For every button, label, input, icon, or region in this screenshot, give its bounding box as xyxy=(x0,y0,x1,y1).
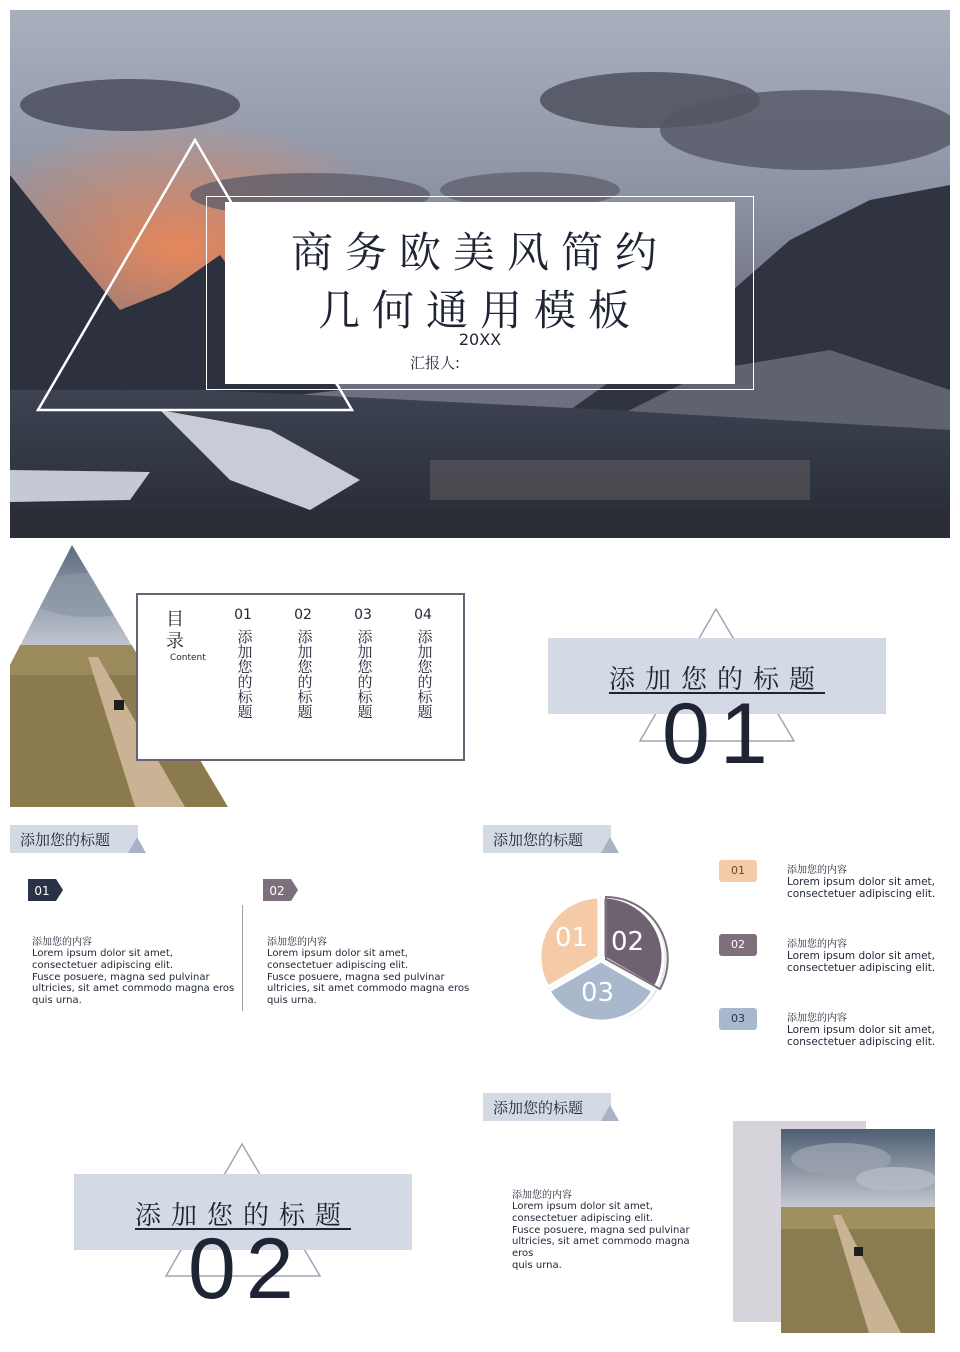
toc-item[interactable] xyxy=(293,607,313,719)
point-line: consectetuer adipiscing elit. xyxy=(267,959,409,971)
photo-line: quis urna. xyxy=(512,1259,562,1271)
point-heading: 添加您的内容 xyxy=(32,937,92,948)
slide-title-tag: 添加您的标题 xyxy=(10,825,138,853)
point-line: ultricies, sit amet commodo magna eros xyxy=(32,983,235,995)
toc-label-cn-2: 录 xyxy=(166,631,184,652)
point-badge: 02 xyxy=(269,884,285,898)
toc-item-text: 添加您的标题 xyxy=(235,629,254,719)
slide-title-tag: 添加您的标题 xyxy=(483,1093,611,1121)
pie-label: 03 xyxy=(581,978,615,1008)
section-02-slide xyxy=(10,1080,470,1342)
cover-slide xyxy=(10,10,950,538)
legend-line: consectetuer adipiscing elit. xyxy=(787,888,936,900)
toc-item[interactable] xyxy=(413,607,433,719)
section-02-title: 添加您的标题 xyxy=(134,1201,351,1231)
point-line: Lorem ipsum dolor sit amet, xyxy=(32,948,173,959)
toc-item-number: 03 xyxy=(354,607,372,623)
slide-title-tag: 添加您的标题 xyxy=(483,825,611,853)
legend-heading: 添加您的内容 xyxy=(787,865,847,876)
photo-text-block xyxy=(512,1186,712,1272)
cover-year: 20XX xyxy=(458,330,502,349)
legend-text-block xyxy=(787,861,947,900)
section-01-number: 01 xyxy=(662,686,778,782)
two-points-slide xyxy=(10,815,470,1055)
point-text-block xyxy=(267,933,472,1007)
toc-label-en: Content xyxy=(170,653,206,663)
toc-frame xyxy=(136,593,465,761)
cover-title-line1: 商务欧美风简约 xyxy=(290,228,669,277)
toc-item[interactable] xyxy=(233,607,253,719)
toc-label-cn-1: 目 xyxy=(166,609,184,630)
point-line: consectetuer adipiscing elit. xyxy=(32,959,174,971)
legend-line: Lorem ipsum dolor sit amet, xyxy=(787,1024,935,1036)
point-line: Fusce posuere, magna sed pulvinar xyxy=(267,971,445,983)
photo-slide xyxy=(483,1080,950,1342)
toc-item-text: 添加您的标题 xyxy=(295,629,314,719)
point-line: Lorem ipsum dolor sit amet, xyxy=(267,948,408,959)
section-01-title: 添加您的标题 xyxy=(608,665,825,695)
photo-line: Lorem ipsum dolor sit amet, xyxy=(512,1201,653,1212)
point-line: quis urna. xyxy=(267,995,317,1007)
point-line: ultricies, sit amet commodo magna eros xyxy=(267,983,470,995)
tag-triangle-icon xyxy=(601,837,619,853)
pie-slide xyxy=(483,815,950,1055)
legend-line: consectetuer adipiscing elit. xyxy=(787,962,936,974)
photo-line: ultricies, sit amet commodo magna eros xyxy=(512,1236,690,1260)
point-text-block xyxy=(32,933,237,1007)
legend-text-block xyxy=(787,935,947,974)
section-01-slide xyxy=(490,545,950,807)
toc-item[interactable] xyxy=(353,607,373,719)
tag-triangle-icon xyxy=(601,1105,619,1121)
divider xyxy=(242,905,243,1011)
point-badge: 01 xyxy=(34,884,50,898)
road-photo-image xyxy=(781,1129,935,1333)
cover-reporter-label: 汇报人: xyxy=(410,354,461,372)
legend-line: consectetuer adipiscing elit. xyxy=(787,1036,936,1048)
legend-badge: 02 xyxy=(719,934,757,956)
legend-heading: 添加您的内容 xyxy=(787,1013,847,1024)
legend-badge: 01 xyxy=(719,860,757,882)
photo-heading: 添加您的内容 xyxy=(512,1190,572,1201)
toc-item-text: 添加您的标题 xyxy=(355,629,374,719)
point-heading: 添加您的内容 xyxy=(267,937,327,948)
pie-label: 01 xyxy=(555,923,589,953)
section-02-number: 02 xyxy=(188,1221,304,1317)
toc-item-number: 04 xyxy=(414,607,432,623)
toc-item-text: 添加您的标题 xyxy=(415,629,434,719)
legend-badge: 03 xyxy=(719,1008,757,1030)
toc-item-number: 02 xyxy=(294,607,312,623)
cover-title-box xyxy=(225,202,735,384)
photo-line: consectetuer adipiscing elit. xyxy=(512,1212,654,1224)
tag-triangle-icon xyxy=(128,837,146,853)
point-line: quis urna. xyxy=(32,995,82,1007)
legend-text-block xyxy=(787,1009,947,1048)
toc-item-number: 01 xyxy=(234,607,252,623)
photo-line: Fusce posuere, magna sed pulvinar xyxy=(512,1224,690,1236)
legend-line: Lorem ipsum dolor sit amet, xyxy=(787,876,935,888)
cover-title-line2: 几何通用模板 xyxy=(317,286,642,335)
legend-line: Lorem ipsum dolor sit amet, xyxy=(787,950,935,962)
legend-heading: 添加您的内容 xyxy=(787,939,847,950)
point-line: Fusce posuere, magna sed pulvinar xyxy=(32,971,210,983)
pie-label: 02 xyxy=(611,927,645,957)
